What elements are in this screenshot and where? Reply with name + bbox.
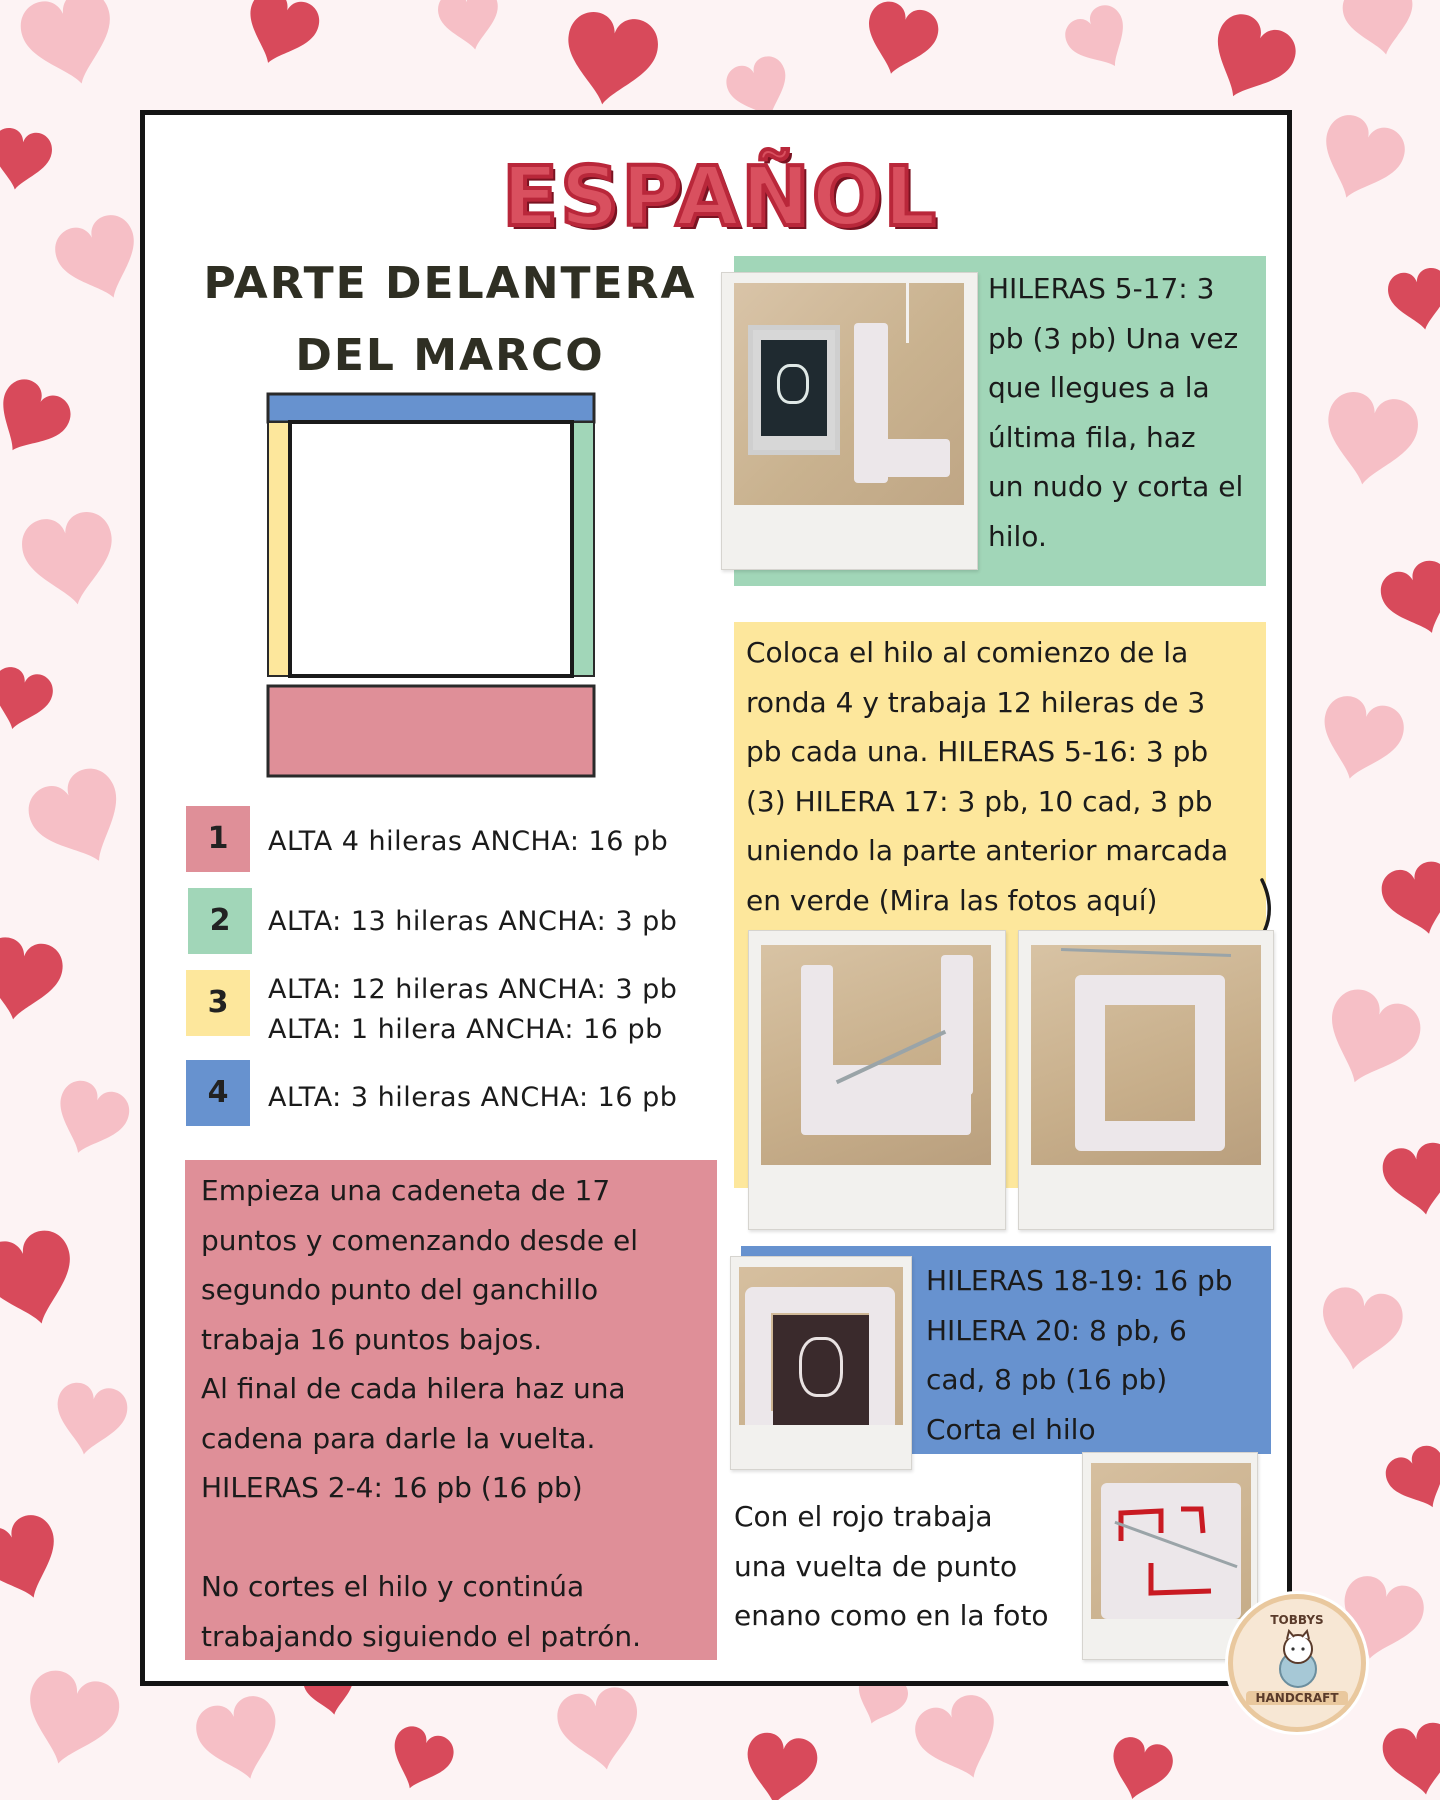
photo-crochet-red-slip-stitch [1091, 1463, 1251, 1619]
blue-panel-text [926, 1256, 1276, 1454]
polaroid-photo-4 [730, 1256, 912, 1470]
text-line: en verde (Mira las fotos aquí) [746, 883, 1158, 917]
heart-decoration [1385, 265, 1440, 334]
subtitle-line-2: DEL MARCO [295, 330, 605, 381]
text-line: pb (3 pb) Una vez [988, 321, 1239, 355]
polaroid-photo-1 [721, 272, 978, 570]
text-line: Con el rojo trabaja [734, 1500, 993, 1533]
yellow-panel-text [746, 628, 1266, 925]
text-line: cadena para darle la vuelta. [201, 1421, 596, 1455]
frame-part-3-left [268, 422, 290, 676]
photo-crochet-frame-joined [1031, 945, 1261, 1165]
text-line: pb cada una. HILERAS 5-16: 3 pb [746, 735, 1209, 768]
heart-decoration [20, 760, 139, 879]
heart-decoration [1314, 1284, 1407, 1376]
text-line: HILERAS 18-19: 16 pb [926, 1264, 1233, 1297]
legend-text-4 [268, 1078, 677, 1118]
badge-text-top: TOBBYS [1270, 1613, 1324, 1627]
heart-decoration [0, 934, 66, 1026]
heart-decoration [554, 1684, 647, 1776]
text-line: un nudo y corta el [988, 470, 1244, 503]
heart-decoration [235, 0, 325, 75]
section-subtitle [190, 248, 710, 392]
text-line: uniendo la parte anterior marcada [746, 834, 1229, 867]
text-line: Empieza una cadeneta de 17 [201, 1174, 611, 1207]
photo-crochet-side-pieces [734, 283, 964, 505]
frame-window [290, 422, 572, 676]
heart-decoration [1339, 0, 1420, 61]
heart-decoration [382, 1722, 459, 1799]
legend-text-1 [268, 822, 668, 862]
green-panel-text [988, 264, 1268, 561]
cat-yarn-icon [1267, 1629, 1329, 1691]
heart-decoration [739, 1730, 820, 1800]
text-line: trabajando siguiendo el patrón. [201, 1619, 642, 1653]
photo-crochet-strip [854, 439, 950, 477]
text-line: puntos y comenzando desde el [201, 1223, 639, 1257]
text-line: Corta el hilo [926, 1412, 1096, 1446]
heart-decoration [1377, 857, 1440, 943]
heart-decoration [191, 1691, 289, 1789]
legend-line: ALTA: 3 hileras ANCHA: 16 pb [268, 1082, 678, 1113]
heart-decoration [45, 1075, 135, 1165]
legend-swatch-4: 4 [186, 1060, 250, 1126]
frame-diagram [262, 390, 602, 782]
photo-crochet-top-rows [739, 1267, 903, 1425]
heart-decoration [1312, 983, 1427, 1098]
heart-decoration [1375, 555, 1440, 645]
polaroid-photo-3 [1018, 930, 1274, 1230]
text-line: HILERAS 5-17: 3 [988, 272, 1215, 305]
heart-decoration [1103, 1733, 1176, 1800]
frame-part-4-top [268, 394, 594, 422]
text-line: No cortes el hilo y continúa [201, 1570, 585, 1603]
heart-decoration [0, 1509, 71, 1611]
text-line [201, 1513, 721, 1563]
heart-decoration [857, 0, 943, 83]
text-line: segundo punto del ganchillo [201, 1273, 599, 1306]
polaroid-photo-2 [748, 930, 1006, 1230]
heart-decoration [15, 0, 125, 95]
polaroid-photo-5 [1082, 1452, 1258, 1660]
text-line: enano como en la foto [734, 1599, 1049, 1632]
text-line: trabaja 16 puntos bajos. [201, 1322, 543, 1356]
frame-part-1-bottom [268, 686, 594, 776]
legend-text-2 [268, 902, 677, 942]
text-line: Coloca el hilo al comienzo de la [746, 636, 1189, 669]
photo-crochet-joining [761, 945, 991, 1165]
legend-line: ALTA: 1 hilera ANCHA: 16 pb [268, 1014, 663, 1045]
text-line: Al final de cada hilera haz una [201, 1372, 626, 1405]
photo-print-astronaut [748, 325, 840, 455]
heart-decoration [558, 8, 662, 112]
text-line: última fila, haz [988, 420, 1196, 454]
text-line: hilo. [988, 519, 1047, 553]
brand-logo-badge [1228, 1594, 1366, 1732]
frame-part-2-right [572, 422, 594, 676]
heart-decoration [18, 508, 122, 612]
text-line: ronda 4 y trabaja 12 hileras de 3 [746, 685, 1206, 719]
heart-decoration [435, 0, 504, 55]
red-panel-text [201, 1166, 721, 1661]
text-line: que llegues a la [988, 371, 1210, 404]
text-line: cad, 8 pb (16 pb) [926, 1363, 1168, 1396]
page-title: ESPAÑOL [502, 150, 938, 245]
heart-decoration [1379, 1720, 1440, 1800]
note-text [734, 1492, 1074, 1641]
legend-swatch-3: 3 [186, 970, 250, 1036]
heart-decoration [0, 663, 57, 736]
legend-swatch-2: 2 [188, 888, 252, 954]
text-line: una vuelta de punto [734, 1549, 1018, 1583]
legend-text-3 [268, 970, 677, 1050]
heart-decoration [1379, 1140, 1440, 1221]
badge-text-bottom: HANDCRAFT [1246, 1691, 1348, 1705]
subtitle-line-1: PARTE DELANTERA [203, 258, 697, 309]
legend-line: ALTA 4 hileras ANCHA: 16 pb [268, 826, 669, 857]
heart-decoration [1059, 0, 1141, 81]
heart-decoration [0, 1225, 85, 1335]
heart-decoration [1311, 691, 1409, 789]
heart-decoration [1318, 388, 1422, 492]
heart-decoration [15, 1665, 125, 1775]
heart-decoration [0, 372, 78, 467]
text-line: HILERA 20: 8 pb, 6 [926, 1313, 1187, 1347]
legend-line: ALTA: 12 hileras ANCHA: 3 pb [268, 974, 678, 1005]
legend-line: ALTA: 13 hileras ANCHA: 3 pb [268, 906, 678, 937]
heart-decoration [1197, 7, 1303, 113]
heart-decoration [909, 1689, 1011, 1791]
text-line: HILERAS 2-4: 16 pb (16 pb) [201, 1471, 583, 1504]
heart-decoration [49, 1380, 130, 1461]
text-line: (3) HILERA 17: 3 pb, 10 cad, 3 pb [746, 784, 1213, 818]
heart-decoration [1380, 1440, 1440, 1520]
legend-swatch-1: 1 [186, 806, 250, 872]
